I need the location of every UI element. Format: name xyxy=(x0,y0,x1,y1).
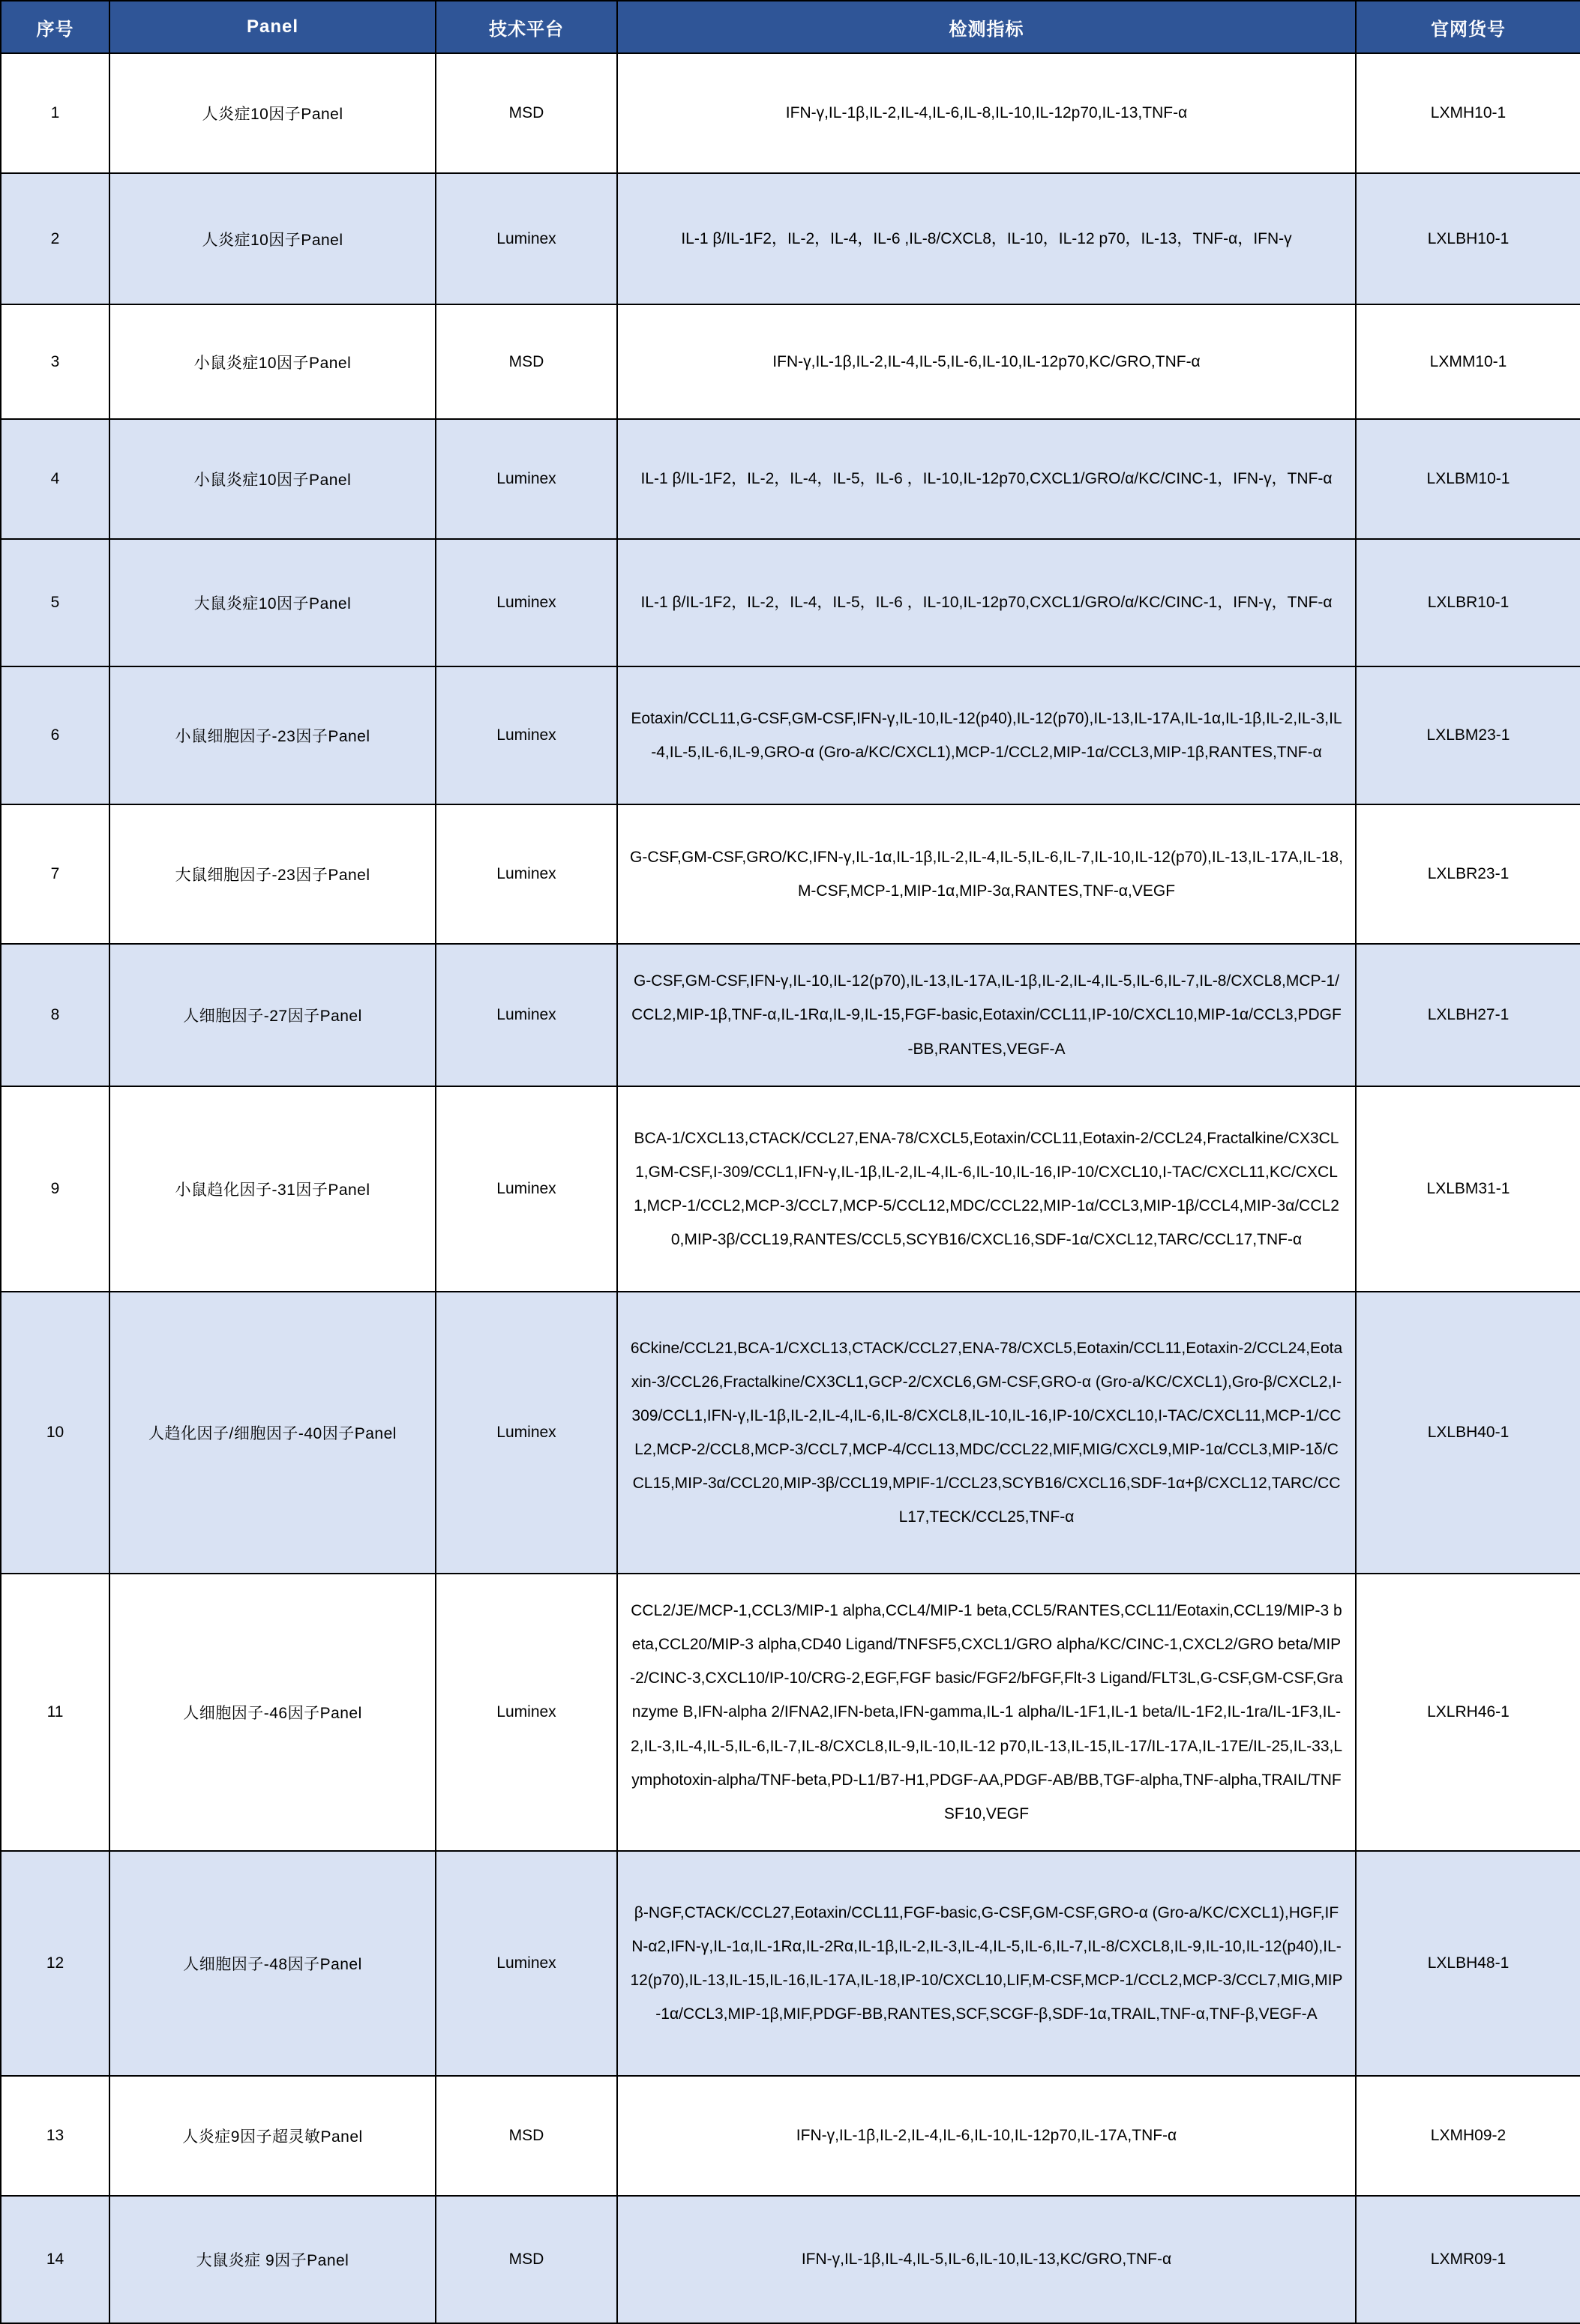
cell-index: 13 xyxy=(1,2076,109,2196)
table-row xyxy=(1,1851,1580,2076)
cell-panel: 人炎症10因子Panel xyxy=(109,173,436,304)
cell-catalog: LXMH10-1 xyxy=(1356,53,1580,173)
table-row xyxy=(1,666,1580,804)
cell-platform: Luminex xyxy=(436,539,617,666)
cell-panel: 大鼠炎症 9因子Panel xyxy=(109,2196,436,2323)
cell-indicators: 6Ckine/CCL21,BCA-1/CXCL13,CTACK/CCL27,ENA-78/CXCL5,Eotaxin/CCL11,Eotaxin-2/CCL24,Eotaxin-3/CCL26,Fractalkine/CX3CL1,GCP-2/CXCL6,GM-CSF,GRO-α (Gro-a/KC/CXCL1),Gro-β/CXCL2,I-309/CCL1,IFN-γ,IL-1β,IL-2,IL-4,IL-6,IL-8/CXCL8,IL-10,IL-16,IP-10/CXCL10,I-TAC/CXCL11,MCP-1/CCL2,MCP-2/CCL8,MCP-3/CCL7,MCP-4/CCL13,MDC/CCL22,MIF,MIG/CXCL9,MIP-1α/CCL3,MIP-1δ/CCL15,MIP-3α/CCL20,MIP-3β/CCL19,MPIF-1/CCL23,SCYB16/CXCL16,SDF-1α+β/CXCL12,TARC/CCL17,TECK/CCL25,TNF-α xyxy=(617,1292,1356,1574)
cell-index: 5 xyxy=(1,539,109,666)
cell-panel: 人趋化因子/细胞因子-40因子Panel xyxy=(109,1292,436,1574)
cell-indicators: β-NGF,CTACK/CCL27,Eotaxin/CCL11,FGF-basic,G-CSF,GM-CSF,GRO-α (Gro-a/KC/CXCL1),HGF,IFN-α2,IFN-γ,IL-1α,IL-1Rα,IL-2Rα,IL-1β,IL-2,IL-3,IL-4,IL-5,IL-6,IL-7,IL-8/CXCL8,IL-9,IL-10,IL-12(p40),IL-12(p70),IL-13,IL-15,IL-16,IL-17A,IL-18,IP-10/CXCL10,LIF,M-CSF,MCP-1/CCL2,MCP-3/CCL7,MIG,MIP-1α/CCL3,MIP-1β,MIF,PDGF-BB,RANTES,SCF,SCGF-β,SDF-1α,TRAIL,TNF-α,TNF-β,VEGF-A xyxy=(617,1851,1356,2076)
cell-panel: 小鼠炎症10因子Panel xyxy=(109,419,436,539)
cell-platform: MSD xyxy=(436,2196,617,2323)
column-header-panel: Panel xyxy=(109,1,436,53)
cell-platform: Luminex xyxy=(436,804,617,944)
table-row xyxy=(1,539,1580,666)
cell-index: 9 xyxy=(1,1086,109,1292)
cell-catalog: LXLRH46-1 xyxy=(1356,1574,1580,1851)
table-row xyxy=(1,944,1580,1086)
cell-index: 7 xyxy=(1,804,109,944)
cell-platform: Luminex xyxy=(436,944,617,1086)
cell-indicators: IFN-γ,IL-1β,IL-2,IL-4,IL-6,IL-8,IL-10,IL-12p70,IL-13,TNF-α xyxy=(617,53,1356,173)
cell-platform: MSD xyxy=(436,2076,617,2196)
column-header-catalog: 官网货号 xyxy=(1356,1,1580,53)
cell-platform: Luminex xyxy=(436,1292,617,1574)
cell-catalog: LXLBR23-1 xyxy=(1356,804,1580,944)
cell-panel: 小鼠细胞因子-23因子Panel xyxy=(109,666,436,804)
cell-indicators: IFN-γ,IL-1β,IL-4,IL-5,IL-6,IL-10,IL-13,KC/GRO,TNF-α xyxy=(617,2196,1356,2323)
cell-catalog: LXLBM23-1 xyxy=(1356,666,1580,804)
cell-index: 2 xyxy=(1,173,109,304)
cell-panel: 大鼠炎症10因子Panel xyxy=(109,539,436,666)
cell-index: 6 xyxy=(1,666,109,804)
table-row xyxy=(1,2076,1580,2196)
table-row xyxy=(1,1292,1580,1574)
cell-catalog: LXLBM10-1 xyxy=(1356,419,1580,539)
cell-catalog: LXLBR10-1 xyxy=(1356,539,1580,666)
cell-platform: MSD xyxy=(436,53,617,173)
table-row xyxy=(1,1574,1580,1851)
table-row xyxy=(1,53,1580,173)
cell-platform: Luminex xyxy=(436,173,617,304)
cell-platform: Luminex xyxy=(436,419,617,539)
cell-panel: 大鼠细胞因子-23因子Panel xyxy=(109,804,436,944)
table-row xyxy=(1,804,1580,944)
cell-platform: MSD xyxy=(436,304,617,419)
table-row xyxy=(1,419,1580,539)
table-row xyxy=(1,1086,1580,1292)
cell-indicators: IL-1 β/IL-1F2，IL-2，IL-4，IL-5，IL-6 ，IL-10,IL-12p70,CXCL1/GRO/α/KC/CINC-1，IFN-γ，TNF-α xyxy=(617,539,1356,666)
cell-panel: 人细胞因子-48因子Panel xyxy=(109,1851,436,2076)
cell-platform: Luminex xyxy=(436,1851,617,2076)
cell-index: 11 xyxy=(1,1574,109,1851)
cell-indicators: IL-1 β/IL-1F2，IL-2，IL-4，IL-6 ,IL-8/CXCL8，IL-10，IL-12 p70，IL-13，TNF-α，IFN-γ xyxy=(617,173,1356,304)
cell-indicators: CCL2/JE/MCP-1,CCL3/MIP-1 alpha,CCL4/MIP-1 beta,CCL5/RANTES,CCL11/Eotaxin,CCL19/MIP-3 beta,CCL20/MIP-3 alpha,CD40 Ligand/TNFSF5,CXCL1/GRO alpha/KC/CINC-1,CXCL2/GRO beta/MIP-2/CINC-3,CXCL10/IP-10/CRG-2,EGF,FGF basic/FGF2/bFGF,Flt-3 Ligand/FLT3L,G-CSF,GM-CSF,Granzyme B,IFN-alpha 2/IFNA2,IFN-beta,IFN-gamma,IL-1 alpha/IL-1F1,IL-1 beta/IL-1F2,IL-1ra/IL-1F3,IL-2,IL-3,IL-4,IL-5,IL-6,IL-7,IL-8/CXCL8,IL-9,IL-10,IL-12 p70,IL-13,IL-15,IL-17/IL-17A,IL-17E/IL-25,IL-33,Lymphotoxin-alpha/TNF-beta,PD-L1/B7-H1,PDGF-AA,PDGF-AB/BB,TGF-alpha,TNF-alpha,TRAIL/TNFSF10,VEGF xyxy=(617,1574,1356,1851)
cell-index: 14 xyxy=(1,2196,109,2323)
cell-indicators: IFN-γ,IL-1β,IL-2,IL-4,IL-5,IL-6,IL-10,IL-12p70,KC/GRO,TNF-α xyxy=(617,304,1356,419)
cell-index: 3 xyxy=(1,304,109,419)
cell-panel: 人细胞因子-27因子Panel xyxy=(109,944,436,1086)
table-body xyxy=(1,53,1580,2323)
column-header-platform: 技术平台 xyxy=(436,1,617,53)
cell-panel: 小鼠趋化因子-31因子Panel xyxy=(109,1086,436,1292)
column-header-indicators: 检测指标 xyxy=(617,1,1356,53)
cell-index: 10 xyxy=(1,1292,109,1574)
cell-panel: 人炎症9因子超灵敏Panel xyxy=(109,2076,436,2196)
cell-index: 1 xyxy=(1,53,109,173)
cell-indicators: G-CSF,GM-CSF,GRO/KC,IFN-γ,IL-1α,IL-1β,IL-2,IL-4,IL-5,IL-6,IL-7,IL-10,IL-12(p70),IL-13,IL-17A,IL-18,M-CSF,MCP-1,MIP-1α,MIP-3α,RANTES,TNF-α,VEGF xyxy=(617,804,1356,944)
table-row xyxy=(1,2196,1580,2323)
table-row xyxy=(1,304,1580,419)
cell-platform: Luminex xyxy=(436,666,617,804)
cell-catalog: LXLBH10-1 xyxy=(1356,173,1580,304)
cell-catalog: LXLBM31-1 xyxy=(1356,1086,1580,1292)
cell-indicators: Eotaxin/CCL11,G-CSF,GM-CSF,IFN-γ,IL-10,IL-12(p40),IL-12(p70),IL-13,IL-17A,IL-1α,IL-1β,IL-2,IL-3,IL-4,IL-5,IL-6,IL-9,GRO-α (Gro-a/KC/CXCL1),MCP-1/CCL2,MIP-1α/CCL3,MIP-1β,RANTES,TNF-α xyxy=(617,666,1356,804)
cell-index: 4 xyxy=(1,419,109,539)
cell-indicators: G-CSF,GM-CSF,IFN-γ,IL-10,IL-12(p70),IL-13,IL-17A,IL-1β,IL-2,IL-4,IL-5,IL-6,IL-7,IL-8/CXCL8,MCP-1/CCL2,MIP-1β,TNF-α,IL-1Rα,IL-9,IL-15,FGF-basic,Eotaxin/CCL11,IP-10/CXCL10,MIP-1α/CCL3,PDGF-BB,RANTES,VEGF-A xyxy=(617,944,1356,1086)
cell-indicators: IFN-γ,IL-1β,IL-2,IL-4,IL-6,IL-10,IL-12p70,IL-17A,TNF-α xyxy=(617,2076,1356,2196)
cell-panel: 小鼠炎症10因子Panel xyxy=(109,304,436,419)
cell-indicators: IL-1 β/IL-1F2，IL-2，IL-4，IL-5，IL-6 ，IL-10,IL-12p70,CXCL1/GRO/α/KC/CINC-1，IFN-γ，TNF-α xyxy=(617,419,1356,539)
cell-index: 12 xyxy=(1,1851,109,2076)
cell-platform: Luminex xyxy=(436,1086,617,1292)
cell-catalog: LXMM10-1 xyxy=(1356,304,1580,419)
cell-panel: 人细胞因子-46因子Panel xyxy=(109,1574,436,1851)
cell-index: 8 xyxy=(1,944,109,1086)
table-row xyxy=(1,173,1580,304)
cell-catalog: LXMH09-2 xyxy=(1356,2076,1580,2196)
column-header-index: 序号 xyxy=(1,1,109,53)
cell-panel: 人炎症10因子Panel xyxy=(109,53,436,173)
cell-catalog: LXLBH48-1 xyxy=(1356,1851,1580,2076)
cell-catalog: LXLBH27-1 xyxy=(1356,944,1580,1086)
cell-platform: Luminex xyxy=(436,1574,617,1851)
table-header-row xyxy=(1,1,1580,53)
cell-catalog: LXMR09-1 xyxy=(1356,2196,1580,2323)
cell-indicators: BCA-1/CXCL13,CTACK/CCL27,ENA-78/CXCL5,Eotaxin/CCL11,Eotaxin-2/CCL24,Fractalkine/CX3CL1,GM-CSF,I-309/CCL1,IFN-γ,IL-1β,IL-2,IL-4,IL-6,IL-10,IL-16,IP-10/CXCL10,I-TAC/CXCL11,KC/CXCL1,MCP-1/CCL2,MCP-3/CCL7,MCP-5/CCL12,MDC/CCL22,MIP-1α/CCL3,MIP-1β/CCL4,MIP-3α/CCL20,MIP-3β/CCL19,RANTES/CCL5,SCYB16/CXCL16,SDF-1α/CXCL12,TARC/CCL17,TNF-α xyxy=(617,1086,1356,1292)
cell-catalog: LXLBH40-1 xyxy=(1356,1292,1580,1574)
